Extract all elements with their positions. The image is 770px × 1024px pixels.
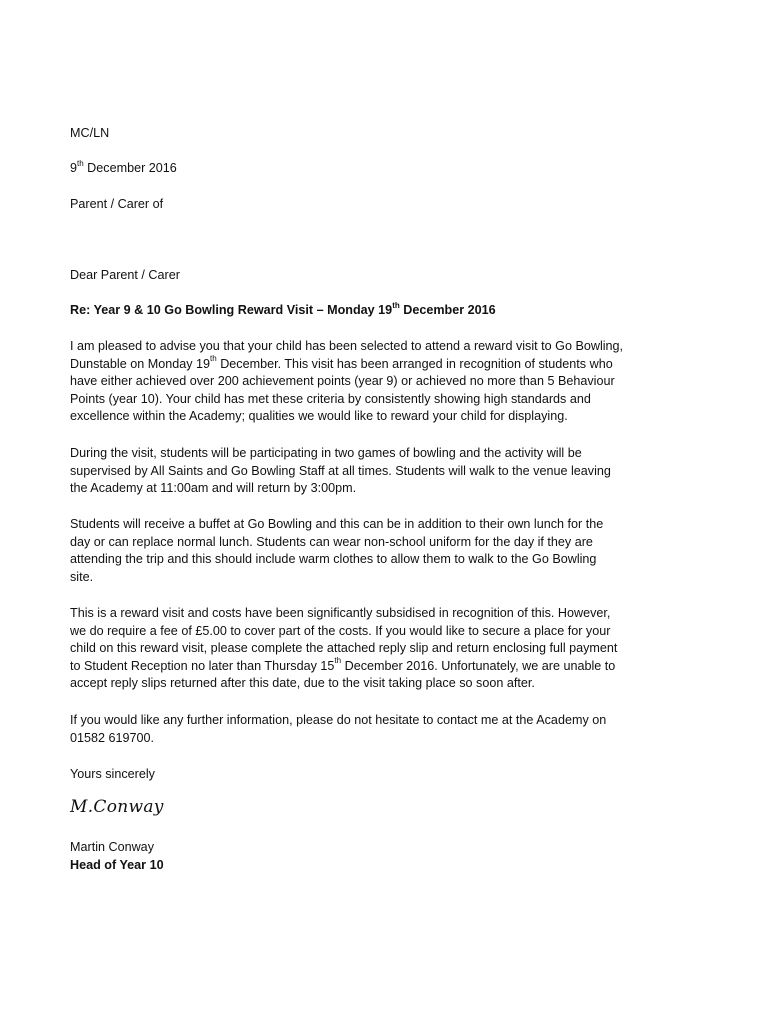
- paragraph-line: we do require a fee of £5.00 to cover part of the costs. If you would like to secure a place for your: [70, 623, 611, 638]
- paragraph-text: to Student Reception no later than Thursday 15: [70, 658, 335, 673]
- signer-name: Martin Conway: [70, 840, 154, 854]
- signature: M.Conway: [70, 797, 164, 817]
- paragraph-line: I am pleased to advise you that your child has been selected to attend a reward visit to Go Bowling,: [70, 339, 624, 353]
- subject-rest: December 2016: [399, 303, 496, 317]
- salutation: Dear Parent / Carer: [70, 268, 180, 282]
- paragraph-line: child on this reward visit, please complete the attached reply slip and return enclosing full payment: [70, 641, 618, 655]
- date-suffix: th: [77, 158, 84, 168]
- paragraph-line: Points (year 10). Your child has met these criteria by consistently showing high standards and: [70, 391, 591, 406]
- paragraph-text: December 2016. Unfortunately, we are unable to: [341, 658, 616, 673]
- date-rest: December 2016: [83, 161, 177, 175]
- recipient-line: Parent / Carer of: [70, 197, 164, 211]
- paragraph-invitation: [70, 338, 710, 426]
- paragraph-line: 01582 619700.: [70, 730, 155, 745]
- paragraph-line: [70, 658, 710, 676]
- subject-prefix: Re: Year 9 & 10 Go Bowling Reward Visit – Monday 19: [70, 303, 393, 317]
- paragraph-line: excellence within the Academy; qualities we would like to reward your child for displaying.: [70, 409, 568, 423]
- ordinal-suffix: th: [210, 354, 217, 364]
- paragraph-line: have either achieved over 200 achievement points (year 9) or achieved no more than 5 Behaviour: [70, 374, 615, 388]
- paragraph-line: accept reply slips returned after this date, due to the visit taking place so soon after.: [70, 676, 535, 690]
- paragraph-text: December. This visit has been arranged in recognition of students who: [216, 356, 613, 371]
- paragraph-line: This is a reward visit and costs have been significantly subsidised in recognition of this. However,: [70, 606, 611, 620]
- paragraph-visit-details: [70, 445, 710, 498]
- ordinal-suffix: th: [334, 656, 342, 666]
- paragraph-line: [70, 356, 710, 374]
- paragraph-line: supervised by All Saints and Go Bowling Staff at all times. Students will walk to the venue leaving: [70, 463, 611, 478]
- date-day: 9: [70, 161, 78, 175]
- paragraph-fee: [70, 605, 710, 693]
- paragraph-line: If you would like any further information, please do not hesitate to contact me at the Academy on: [70, 713, 607, 727]
- paragraph-line: Students will receive a buffet at Go Bowling and this can be in addition to their own lunch for the: [70, 517, 604, 531]
- subject-suffix: th: [392, 300, 400, 310]
- paragraph-line: During the visit, students will be participating in two games of bowling and the activity will be: [70, 446, 582, 460]
- paragraph-line: the Academy at 11:00am and will return by 3:00pm.: [70, 481, 357, 495]
- reference-code: MC/LN: [70, 126, 110, 140]
- paragraph-line: attending the trip and this should include warm clothes to allow them to walk to the Go Bowling: [70, 552, 597, 566]
- paragraph-text: Dunstable on Monday 19: [70, 356, 211, 371]
- paragraph-lunch-uniform: [70, 516, 710, 586]
- letter-date: [70, 160, 710, 178]
- paragraph-line: day or can replace normal lunch. Students can wear non-school uniform for the day if they are: [70, 534, 593, 549]
- paragraph-contact: [70, 712, 710, 747]
- subject-line: [70, 302, 710, 320]
- closing: Yours sincerely: [70, 767, 155, 781]
- signer-title: Head of Year 10: [70, 858, 164, 872]
- paragraph-line: site.: [70, 569, 94, 584]
